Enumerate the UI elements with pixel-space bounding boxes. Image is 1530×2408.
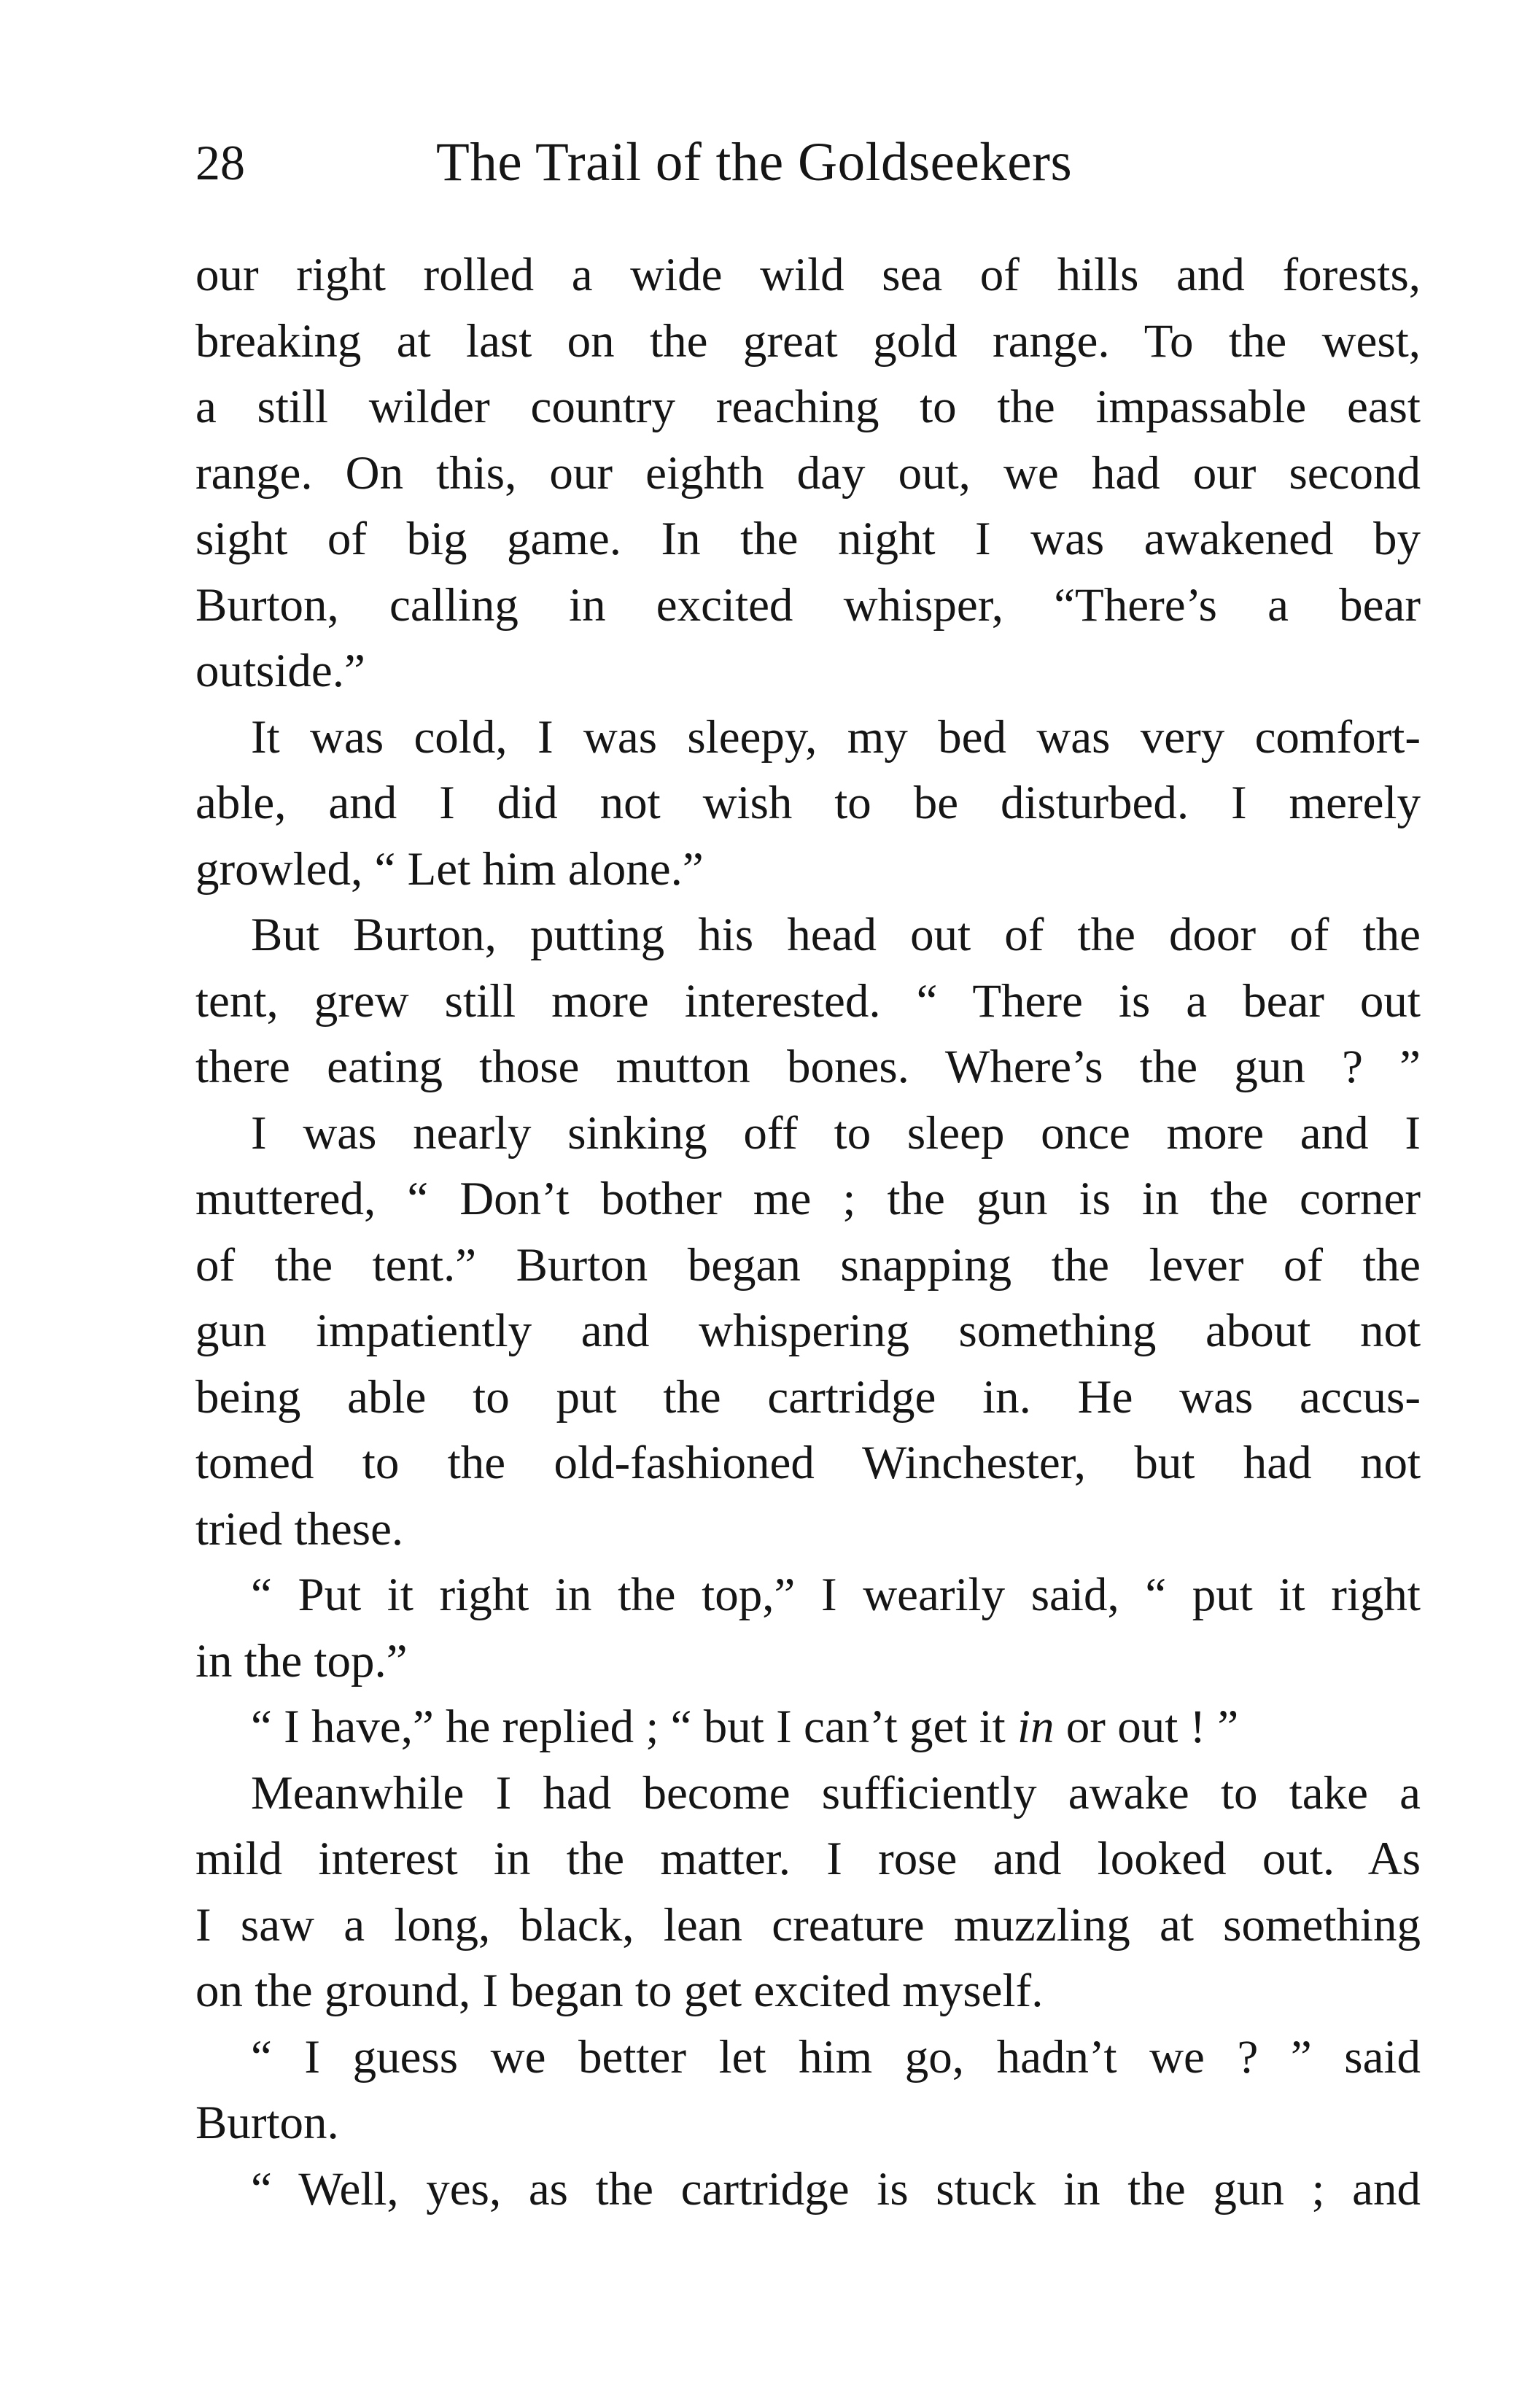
text-line: a still wilder country reaching to the impassable east — [195, 381, 1421, 433]
text-line: sight of big game. In the night I was awakened by — [195, 513, 1421, 565]
body-text — [195, 242, 1421, 2222]
text-line: I saw a long, black, lean creature muzzling at something — [195, 1898, 1421, 1951]
italic-word: in — [1017, 1701, 1055, 1753]
text-line: growled, “ Let him alone.” — [195, 842, 704, 896]
text-line: able, and I did not wish to be disturbed. I merely — [195, 777, 1421, 829]
text-line: Meanwhile I had become sufficiently awake to take a — [251, 1766, 1421, 1819]
text-line: our right rolled a wide wild sea of hills and forests, — [195, 249, 1421, 301]
text-line: in the top.” — [195, 1634, 408, 1687]
text-line: breaking at last on the great gold range. To the west, — [195, 314, 1421, 368]
text-line: being able to put the cartridge in. He was accus- — [195, 1370, 1421, 1424]
text-line: gun impatiently and whispering something about not — [195, 1305, 1421, 1357]
text-line: Burton, calling in excited whisper, “There’s a bear — [195, 578, 1421, 632]
text-line: range. On this, our eighth day out, we had our second — [195, 446, 1421, 500]
text-line: on the ground, I began to get excited myself. — [195, 1965, 1044, 2017]
text-line: outside.” — [195, 645, 365, 697]
text-line: mild interest in the matter. I rose and looked out. As — [195, 1833, 1421, 1885]
text-line: tomed to the old-fashioned Winchester, but had not — [195, 1437, 1421, 1489]
running-title: The Trail of the Goldseekers — [436, 132, 1073, 193]
text-line: Burton. — [195, 2097, 339, 2149]
text-line: “ Put it right in the top,” I wearily said, “ put it right — [251, 1569, 1421, 1621]
text-line: I was nearly sinking off to sleep once more and I — [251, 1106, 1421, 1160]
text-line: It was cold, I was sleepy, my bed was very comfort- — [251, 710, 1421, 764]
text-line: muttered, “ Don’t bother me ; the gun is in the corner — [195, 1173, 1421, 1225]
text-line: there eating those mutton bones. Where’s the gun ? ” — [195, 1041, 1421, 1093]
text-segment: “ I have,” he replied ; “ but I can’t get it — [251, 1701, 1017, 1753]
text-line: “ Well, yes, as the cartridge is stuck in the gun ; and — [251, 2162, 1421, 2215]
running-head — [195, 123, 1421, 203]
text-line — [195, 1694, 1421, 1760]
page-number: 28 — [195, 135, 245, 190]
text-line: “ I guess we better let him go, hadn’t we ? ” said — [251, 2030, 1421, 2083]
text-line: of the tent.” Burton began snapping the lever of the — [195, 1238, 1421, 1292]
text-line: tent, grew still more interested. “ There is a bear out — [195, 974, 1421, 1028]
text-line: tried these. — [195, 1502, 404, 1556]
text-line: But Burton, putting his head out of the door of the — [251, 909, 1421, 961]
text-segment: or out ! ” — [1054, 1701, 1239, 1753]
